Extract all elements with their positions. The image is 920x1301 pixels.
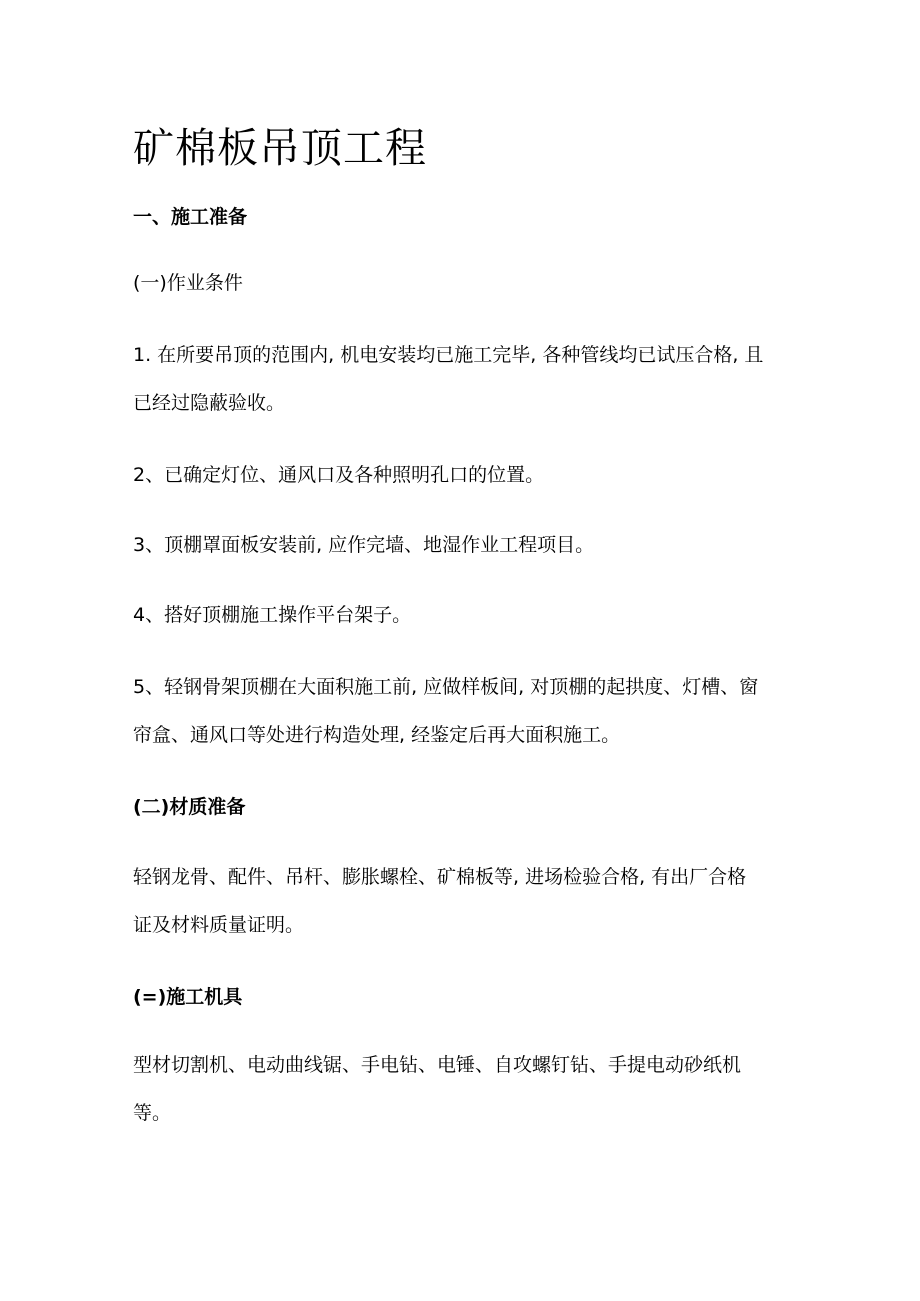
subsection-heading-working-conditions: (一)作业条件 bbox=[133, 272, 243, 294]
paragraph-line: 已经过隐蔽验收。 bbox=[133, 392, 286, 414]
section-heading-construction-preparation: 一、施工准备 bbox=[133, 206, 248, 228]
paragraph-line: 型材切割机、电动曲线锯、手电钻、电锤、自攻螺钉钻、手提电动砂纸机 bbox=[133, 1054, 742, 1076]
subsection-heading-material-preparation: (二)材质准备 bbox=[133, 796, 246, 818]
paragraph-line: 等。 bbox=[133, 1102, 172, 1124]
document-title: 矿棉板吊顶工程 bbox=[133, 124, 427, 172]
paragraph-line: 2、已确定灯位、通风口及各种照明孔口的位置。 bbox=[133, 464, 545, 486]
paragraph-line: 1. 在所要吊顶的范围内, 机电安装均已施工完毕, 各种管线均已试压合格, 且 bbox=[133, 344, 764, 366]
subsection-heading-construction-tools: (=)施工机具 bbox=[133, 986, 243, 1008]
paragraph-line: 轻钢龙骨、配件、吊杆、膨胀螺栓、矿棉板等, 进场检验合格, 有出厂合格 bbox=[133, 866, 747, 888]
paragraph-line: 帘盒、通风口等处进行构造处理, 经鉴定后再大面积施工。 bbox=[133, 724, 621, 746]
paragraph-line: 3、顶棚罩面板安装前, 应作完墙、地湿作业工程项目。 bbox=[133, 534, 595, 556]
paragraph-line: 证及材料质量证明。 bbox=[133, 914, 305, 936]
paragraph-line: 4、搭好顶棚施工操作平台架子。 bbox=[133, 604, 412, 626]
paragraph-line: 5、轻钢骨架顶棚在大面积施工前, 应做样板间, 对顶棚的起拱度、灯槽、窗 bbox=[133, 676, 759, 698]
